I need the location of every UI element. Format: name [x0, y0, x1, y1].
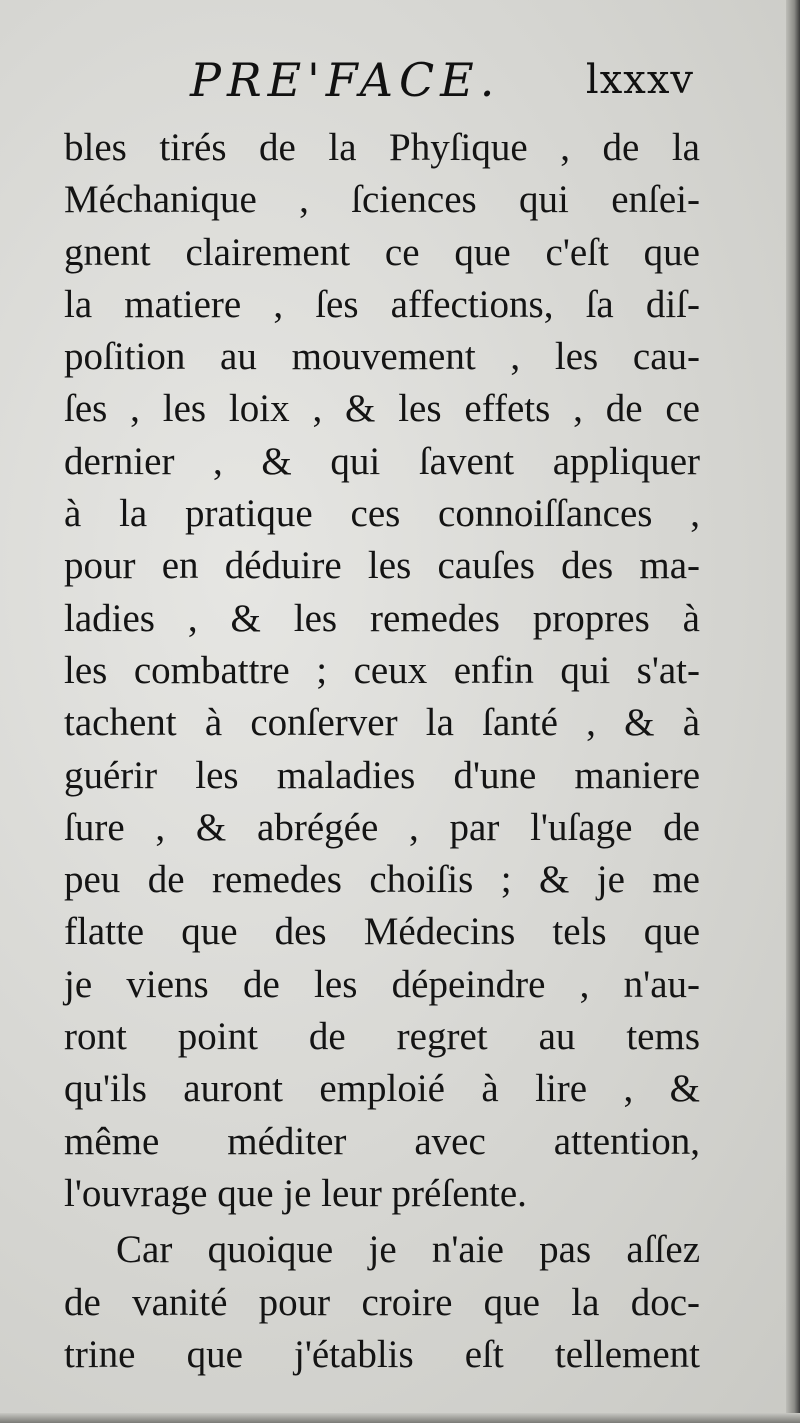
text-line: bles tirés de la Phyſique , de la: [64, 126, 700, 169]
page-bottom-edge: [0, 1413, 800, 1423]
text-line: à la pratique ces connoiſſances ,: [64, 492, 700, 536]
text-line: ladies , & les remedes propres à: [64, 596, 700, 640]
text-line: qu'ils auront emploié à lire , &: [64, 1067, 700, 1111]
text-line: flatte que des Médecins tels que: [64, 910, 700, 954]
text-line: dernier , & qui ſavent appliquer: [64, 439, 700, 483]
text-line: l'ouvrage que je leur préſente.: [64, 1171, 527, 1215]
text-line: poſition au mouvement , les cau-: [64, 335, 700, 379]
page-number: lxxxv: [585, 57, 694, 103]
paragraph: [64, 1224, 700, 1381]
text-line: trine que j'établis eſt tellement: [64, 1332, 700, 1376]
text-line: même méditer avec attention,: [64, 1119, 700, 1163]
running-title: PRE'FACE.: [190, 53, 501, 107]
paragraph: [64, 122, 700, 1220]
body-text: [64, 122, 700, 1381]
text-line: peu de remedes choiſis ; & je me: [64, 858, 700, 902]
text-line: pour en déduire les cauſes des ma-: [64, 544, 700, 588]
text-line: guérir les maladies d'une maniere: [64, 753, 700, 797]
text-line: je viens de les dépeindre , n'au-: [64, 962, 700, 1006]
text-line: ront point de regret au tems: [64, 1015, 700, 1059]
page-edge-shadow: [786, 0, 800, 1423]
text-line: Méchanique , ſciences qui enſei-: [64, 178, 700, 222]
text-line: la matiere , ſes affections, ſa diſ-: [64, 282, 700, 326]
text-line: ſes , les loix , & les effets , de ce: [64, 387, 700, 431]
text-line: ſure , & abrégée , par l'uſage de: [64, 805, 700, 849]
text-line: gnent clairement ce que c'eſt que: [64, 230, 700, 274]
page-header: [190, 52, 710, 112]
text-line: Car quoique je n'aie pas aſſez: [116, 1228, 700, 1272]
text-line: les combattre ; ceux enfin qui s'at-: [64, 648, 700, 692]
text-line: tachent à conſerver la ſanté , & à: [64, 701, 700, 745]
text-line: de vanité pour croire que la doc-: [64, 1280, 700, 1324]
